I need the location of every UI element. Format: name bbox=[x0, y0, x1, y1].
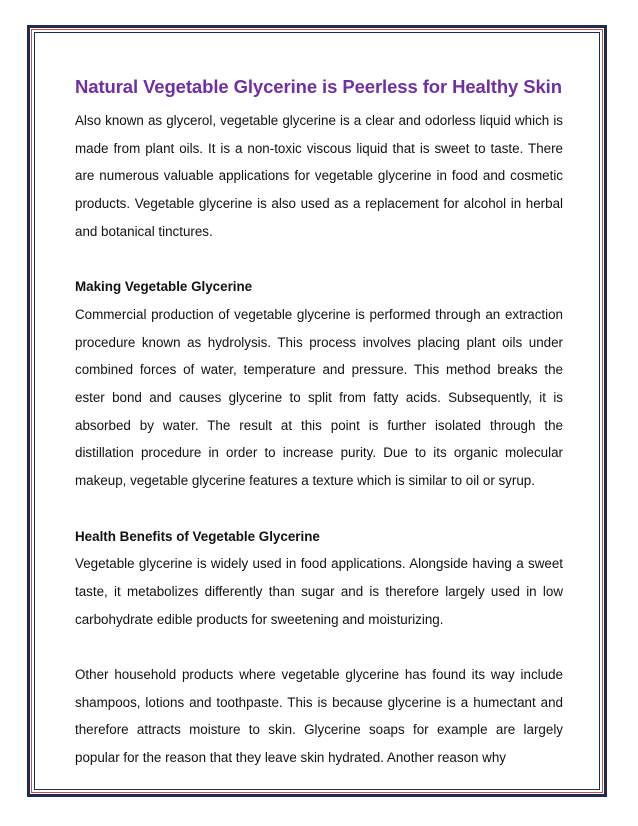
section-heading-making: Making Vegetable Glycerine bbox=[75, 279, 253, 295]
paragraph-gap bbox=[75, 633, 563, 661]
intro-paragraph: Also known as glycerol, vegetable glycerine is a clear and odorless liquid which is made from plant oils. It is a non-toxic viscous liquid that is sweet to taste. There are numerous valuable applications for vegetable glycerine in food and cosmetic products. Vegetable glycerine is also used as a replacement for alcohol in herbal and botanical tinctures. bbox=[75, 113, 563, 239]
section-heading-health-benefits: Health Benefits of Vegetable Glycerine bbox=[75, 528, 320, 544]
paragraph-gap bbox=[75, 246, 563, 274]
health-benefits-paragraph-1: Vegetable glycerine is widely used in food applications. Alongside having a sweet taste, it metabolizes differently than sugar and is therefore largely used in low carbohydrate edible products for sweetening and moisturizing. bbox=[75, 556, 563, 627]
document-content bbox=[75, 74, 563, 772]
document-title: Natural Vegetable Glycerine is Peerless for Healthy Skin bbox=[75, 76, 562, 97]
making-paragraph: Commercial production of vegetable glycerine is performed through an extraction procedure known as hydrolysis. This process involves placing plant oils under combined forces of water, temperature and pressure. This method breaks the ester bond and causes glycerine to split from fatty acids. Subsequently, it is absorbed by water. The result at this point is further isolated through the distillation procedure in order to increase purity. Due to its organic molecular makeup, vegetable glycerine features a texture which is similar to oil or syrup. bbox=[75, 306, 563, 489]
paragraph-gap bbox=[75, 495, 563, 523]
health-benefits-paragraph-2: Other household products where vegetable glycerine has found its way include shampoos, lotions and toothpaste. This is because glycerine is a humectant and therefore attracts moisture to skin. Glycerine soaps for example are largely popular for the reason that they leave skin hydrated. Another reason why bbox=[75, 667, 563, 766]
